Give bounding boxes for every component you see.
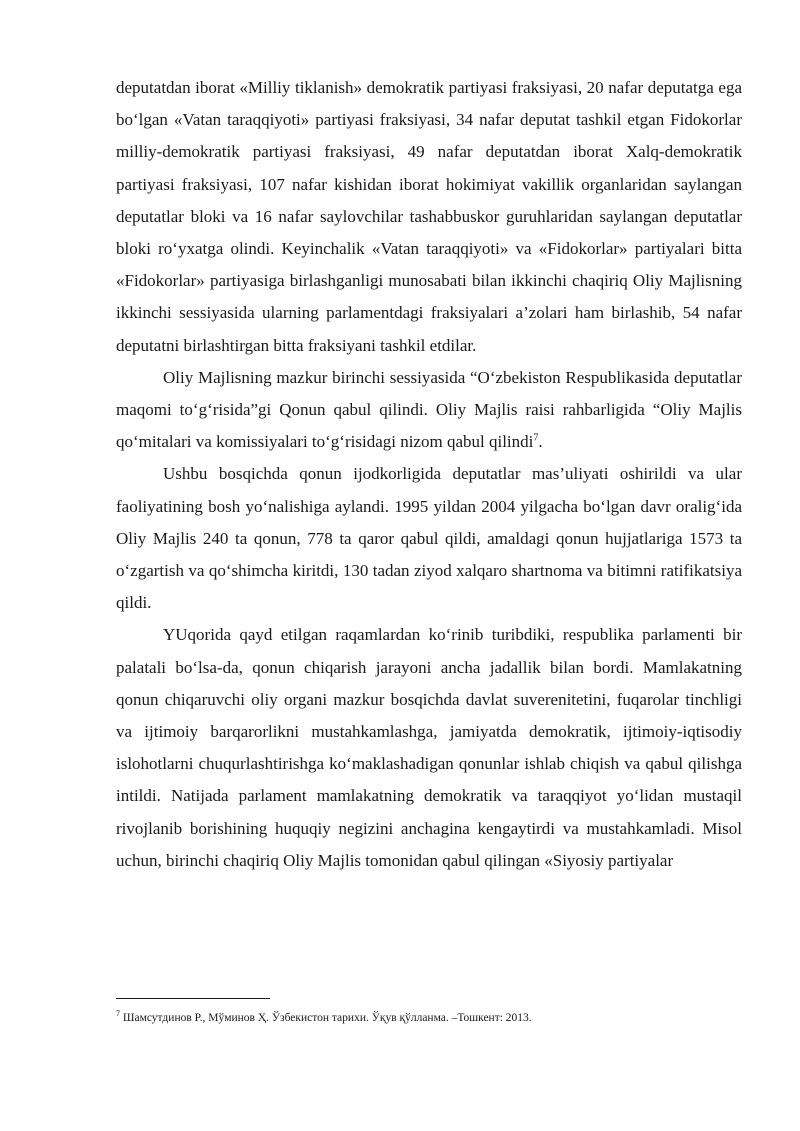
footnote-reference[interactable]: 7	[533, 432, 539, 444]
paragraph-4: YUqorida qayd etilgan raqamlardan koʻrinib turibdiki, respublika parlamenti bir palatali boʻlsa-da, qonun chiqarish jarayoni ancha jadallik bilan bordi. Mamlakatning qonun chiqaruvchi oliy organi mazkur bosqichda davlat suverenitetini, fuqarolar tinchligi va ijtimoiy barqarorlikni mustahkamlashga, jamiyatda demokratik, ijtimoiy-iqtisodiy islohotlarni chuqurlashtirishga koʻmaklashadigan qonunlar ishlab chiqish va qabul qilishga intildi. Natijada parlament mamlakatning demokratik va taraqqiyot yoʻlidan mustaqil rivojlanib borishining huquqiy negizini anchagina kengaytirdi va mustahkamladi. Misol uchun, birinchi chaqiriq Oliy Majlis tomonidan qabul qilingan «Siyosiy partiyalar	[116, 625, 742, 870]
paragraph-2-tail: .	[538, 432, 543, 452]
footnote	[116, 1010, 742, 1026]
paragraph-1: deputatdan iborat «Milliy tiklanish» demokratik partiyasi fraksiyasi, 20 nafar deputatga ega boʻlgan «Vatan taraqqiyoti» partiyasi fraksiyasi, 34 nafar deputat tashkil etgan Fidokorlar milliy-demokratik partiyasi fraksiyasi, 49 nafar deputatdan iborat Xalq-demokratik partiyasi fraksiyasi, 107 nafar kishidan iborat hokimiyat vakillik organlaridan saylangan deputatlar bloki va 16 nafar saylovchilar tashabbuskor guruhlaridan saylangan deputatlar bloki roʻyxatga olindi. Keyinchalik «Vatan taraqqiyoti» va «Fidokorlar» partiyalari bitta «Fidokorlar» partiyasiga birlashganligi munosabati bilan ikkinchi chaqiriq Oliy Majlisning ikkinchi sessiyasida ularning parlamentdagi fraksiyalari a’zolari ham birlashib, 54 nafar deputatni birlashtirgan bitta fraksiyani tashkil etdilar.	[116, 78, 742, 355]
footnote-number: 7	[116, 1009, 120, 1019]
paragraph-3: Ushbu bosqichda qonun ijodkorligida deputatlar mas’uliyati oshirildi va ular faoliyatining bosh yoʻnalishiga aylandi. 1995 yildan 2004 yilgacha boʻlgan davr oraligʻida Oliy Majlis 240 ta qonun, 778 ta qaror qabul qildi, amaldagi qonun hujjatlariga 1573 ta oʻzgartish va qoʻshimcha kiritdi, 130 tadan ziyod xalqaro shartnoma va bitimni ratifikatsiya qildi.	[116, 464, 742, 613]
footnote-separator	[116, 998, 270, 999]
document-body	[116, 72, 742, 877]
footnote-text: Шамсутдинов Р., Мўминов Ҳ. Ўзбекистон тарихи. Ўқув қўлланма. –Тошкент: 2013.	[122, 1012, 532, 1024]
paragraph-2-text: Oliy Majlisning mazkur birinchi sessiyasida “Oʻzbekiston Respublikasida deputatlar maqomi toʻgʻrisida”gi Qonun qabul qilindi. Oliy Majlis raisi rahbarligida “Oliy Majlis qoʻmitalari va komissiyalari toʻgʻrisidagi nizom qabul qilindi	[116, 367, 742, 452]
paragraph-2	[116, 362, 742, 459]
